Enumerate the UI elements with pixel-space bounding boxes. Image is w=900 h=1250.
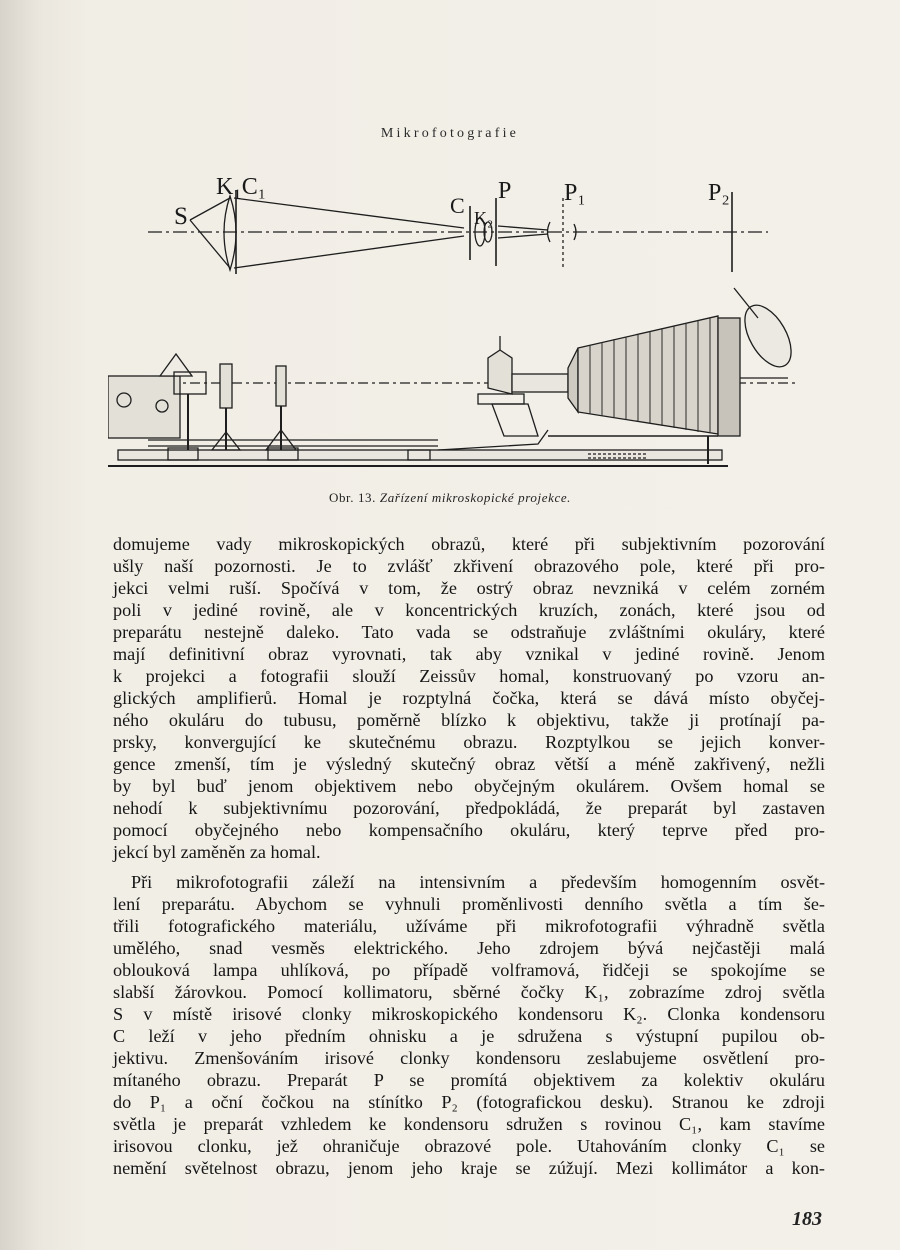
text-line: domujeme vady mikroskopických obrazů, které při subjektivním pozorování	[113, 534, 825, 554]
ray-lower-2	[234, 236, 464, 268]
text-line: k projekci a fotografii slouží Zeissův homal, konstruovaný po vzoru an-	[113, 666, 825, 686]
text-line: by byl buď jenom objektivem nebo obyčejným okulárem. Ovšem homal se	[113, 776, 825, 796]
text-line: třili fotografického materiálu, užíváme při mikrofotografii výhradně světla	[113, 916, 825, 936]
text-line: glických amplifierů. Homal je rozptylná čočka, která se dává místo obyčej-	[113, 688, 825, 708]
figure-drawing	[108, 168, 824, 473]
text-line: Při mikrofotografii záleží na intensivním a především homogenním osvět-	[131, 872, 825, 892]
label-p1: P₁	[564, 180, 586, 206]
paragraph-1	[113, 533, 825, 863]
text-line: preparátu nestejně daleko. Tato vada se odstraňuje zvláštními okuláry, které	[113, 622, 825, 642]
figure-caption	[0, 490, 900, 506]
label-k1c1: K₁C₁	[216, 174, 267, 200]
caption-text: Zařízení mikroskopické projekce.	[379, 490, 572, 505]
label-s: S	[174, 203, 188, 230]
figure-projection-setup	[108, 168, 824, 473]
apparatus-drawing	[108, 288, 801, 466]
text-line: pomocí obyčejného nebo kompensačního okuláru, který teprve před pro-	[113, 820, 825, 840]
text-line: mají definitivní obraz vyrovnati, tak aby vznikal v jediné rovině. Jenom	[113, 644, 825, 664]
text-line: gence zmenší, tím je výsledný skutečný obraz větší a méně zakřivený, nežli	[113, 754, 825, 774]
text-line: nehodí k subjektivnímu pozorování, předpokládá, že preparát byl zastaven	[113, 798, 825, 818]
running-head: Mikrofotografie	[380, 126, 520, 141]
text-line: irisovou clonku, jež ohraničuje obrazové pole. Utahováním clonky C₁ se	[113, 1136, 825, 1156]
text-line: poli v jediné rovině, ale v koncentrických kruzích, zonách, které jsou od	[113, 600, 825, 620]
text-line: do P₁ a oční čočkou na stínítko P₂ (fotografickou desku). Stranou ke zdroji	[113, 1092, 825, 1112]
text-line: S v místě irisové clonky mikroskopického kondensoru K₂. Clonka kondensoru	[113, 1004, 825, 1024]
ray-upper-2	[234, 198, 464, 228]
text-line: jekci velmi ruší. Spočívá v tom, že ostrý obraz nevzniká v celém zorném	[113, 578, 825, 598]
collimator-lens	[224, 196, 236, 270]
text-line: lení preparátu. Abychom se vyhnuli proměnlivosti denního světla a tím še-	[113, 894, 825, 914]
text-line: umělého, snad vesměs elektrického. Jeho zdrojem bývá nejčastěji malá	[113, 938, 825, 958]
text-line: jektivu. Zmenšováním irisové clonky kondensoru zeslabujeme osvětlení pro-	[113, 1048, 825, 1068]
text-line: C leží v jeho předním ohnisku a je sdružena s výstupní pupilou ob-	[113, 1026, 825, 1046]
label-c: C	[450, 193, 465, 218]
label-p2: P₂	[708, 180, 730, 206]
text-line: nemění světelnost obrazu, jenom jeho kraje se zúžují. Mezi kollimátor a kon-	[113, 1158, 825, 1178]
ray-upper-1	[190, 198, 230, 220]
paragraph-2	[113, 871, 825, 1179]
text-line: slabší žárovkou. Pomocí kollimatoru, sběrné čočky K₁, zobrazíme zdroj světla	[113, 982, 825, 1002]
page-number: 183	[792, 1208, 822, 1230]
text-line: oblouková lampa uhlíková, po případě volframová, řidčeji se spokojíme se	[113, 960, 825, 980]
text-line: ušly naší pozornosti. Je to zvlášť zkřivení obrazového pole, které při pro-	[113, 556, 825, 576]
caption-prefix: Obr. 13.	[328, 490, 377, 505]
text-line: prsky, konvergující ke skutečnému obrazu. Rozptylkou se jejich konver-	[113, 732, 825, 752]
text-line: jekcí byl zaměněn za homal.	[113, 842, 321, 862]
text-line: mítaného obrazu. Preparát P se promítá objektivem za kolektiv okuláru	[113, 1070, 825, 1090]
body-text	[113, 533, 825, 1179]
label-p: P	[498, 178, 512, 204]
text-line: ného okuláru do tubusu, poměrně blízko k objektivu, takže ji protínají pa-	[113, 710, 825, 730]
text-line: světla je preparát vzhledem ke kondensoru sdružen s rovinou C₁, kam stavíme	[113, 1114, 825, 1134]
label-k2: K₂	[474, 208, 494, 228]
